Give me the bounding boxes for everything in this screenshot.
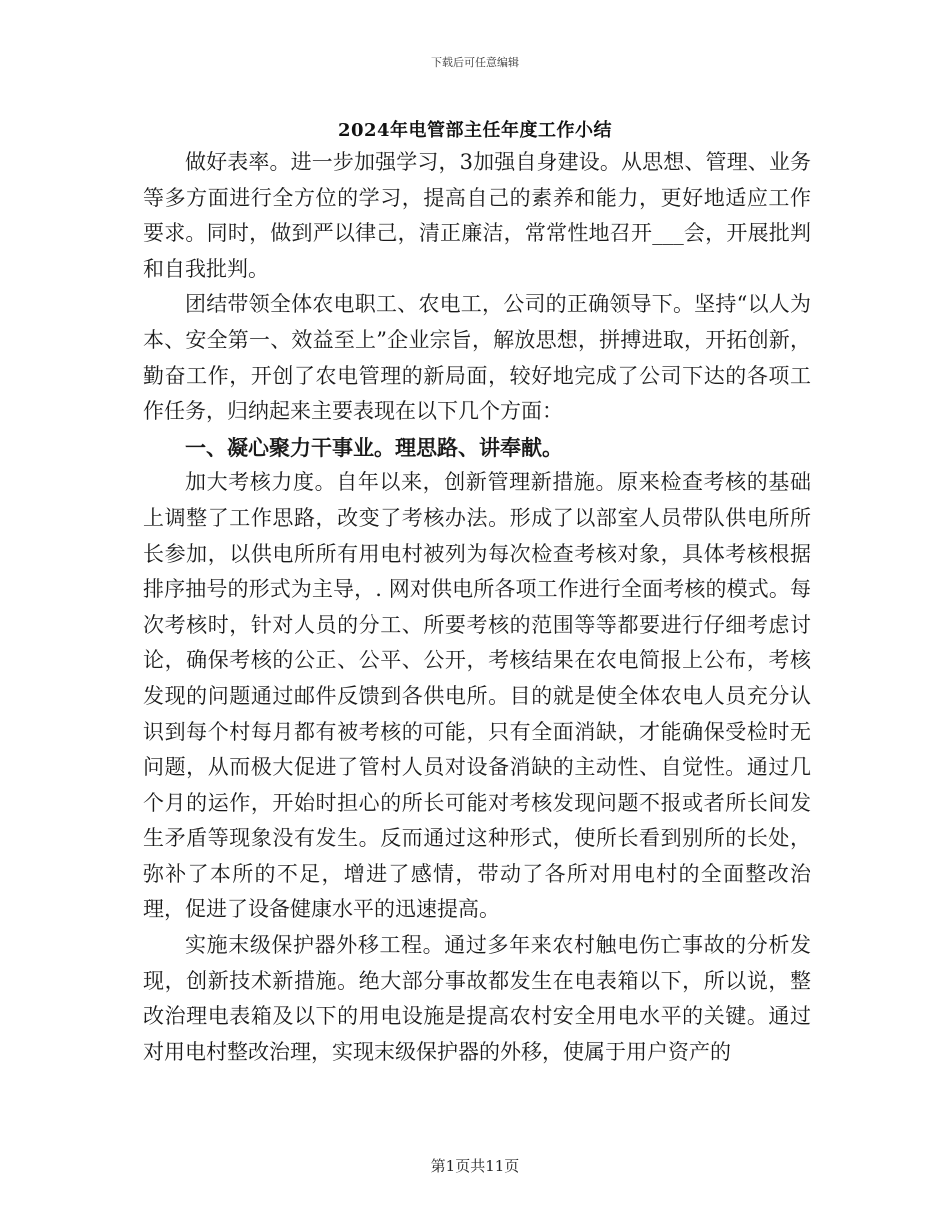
paragraph-1: 做好表率。进一步加强学习，3加强自身建设。从思想、管理、业务等多方面进行全方位的学习，提高自己的素养和能力，更好地适应工作要求。同时，做到严以律己，清正廉洁，常常性地召开___会，开展批判和自我批判。 [143,150,811,281]
document-body [143,145,811,1070]
document-title: 2024年电管部主任年度工作小结 [337,120,613,141]
header-note: 下载后可任意编辑 [431,56,519,69]
paragraph-3: 加大考核力度。自年以来，创新管理新措施。原来检查考核的基础上调整了工作思路，改变了考核办法。形成了以部室人员带队供电所所长参加，以供电所所有用电村被列为每次检查考核对象，具体考核根据排序抽号的形式为主导，. 网对供电所各项工作进行全面考核的模式。每次考核时，针对人员的分工、所要考核的范围等等都要进行仔细考虑讨论，确保考核的公正、公平、公开，考核结果在农电简报上公布，考核发现的问题通过邮件反馈到各供电所。目的就是使全体农电人员充分认识到每个村每月都有被考核的可能，只有全面消缺，才能确保受检时无问题，从而极大促进了管村人员对设备消缺的主动性、自觉性。通过几个月的运作，开始时担心的所长可能对考核发现问题不报或者所长间发生矛盾等现象没有发生。反而通过这种形式，使所长看到别所的长处，弥补了本所的不足，增进了感情，带动了各所对用电村的全面整改治理，促进了设备健康水平的迅速提高。 [143,470,811,922]
paragraph-4: 实施末级保护器外移工程。通过多年来农村触电伤亡事故的分析发现，创新技术新措施。绝大部分事故都发生在电表箱以下，所以说，整改治理电表箱及以下的用电设施是提高农村安全用电水平的关键。通过对用电村整改治理，实现末级保护器的外移，使属于用户资产的 [143,933,811,1064]
page-footer: 第1页共11页 [430,1157,520,1175]
section-heading: 一、凝心聚力干事业。理思路、讲奉献。 [185,434,563,460]
paragraph-2: 团结带领全体农电职工、农电工，公司的正确领导下。坚持“以人为本、安全第一、效益至上”企业宗旨，解放思想，拼搏进取，开拓创新，勤奋工作，开创了农电管理的新局面，较好地完成了公司下达的各项工作任务，归纳起来主要表现在以下几个方面： [143,292,811,424]
